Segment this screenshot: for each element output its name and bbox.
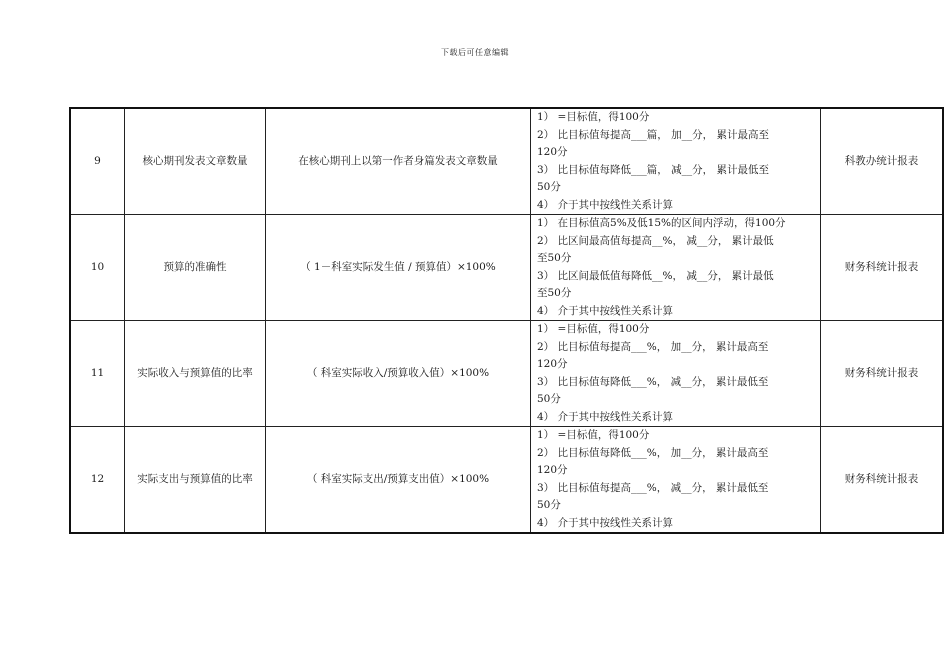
- data-source: 财务科统计报表: [821, 427, 944, 534]
- indicator-name: 实际支出与预算值的比率: [125, 427, 266, 534]
- row-number: 11: [70, 321, 125, 427]
- data-source: 财务科统计报表: [821, 321, 944, 427]
- row-number: 9: [70, 108, 125, 215]
- indicator-name: 实际收入与预算值的比率: [125, 321, 266, 427]
- rule-line: 3） 比目标值每提高___%， 减__分， 累计最低至: [537, 481, 769, 494]
- rule-line: 2） 比目标值每降低___%， 加__分， 累计最高至: [537, 446, 769, 459]
- scoring-rules: [531, 108, 821, 215]
- indicator-formula: （ 1－科室实际发生值 / 预算值）×100%: [266, 215, 531, 321]
- rule-line: 至50分: [537, 287, 572, 299]
- rule-line: 4） 介于其中按线性关系计算: [537, 516, 674, 529]
- table-row: [70, 427, 943, 534]
- scoring-rules: [531, 215, 821, 321]
- indicator-formula: 在核心期刊上以第一作者身篇发表文章数量: [266, 108, 531, 215]
- rule-line: 2） 比目标值每提高___%， 加__分， 累计最高至: [537, 340, 769, 353]
- rule-line: 3） 比区间最低值每降低__%， 减__分， 累计最低: [537, 269, 774, 282]
- rule-line: 3） 比目标值每降低___篇， 减__分， 累计最低至: [537, 163, 769, 176]
- rule-line: 120分: [537, 358, 568, 370]
- rule-line: 4） 介于其中按线性关系计算: [537, 410, 674, 423]
- rule-line: 2） 比目标值每提高___篇， 加__分， 累计最高至: [537, 128, 769, 141]
- rule-line: 3） 比目标值每降低___%， 减__分， 累计最低至: [537, 375, 769, 388]
- rule-line: 120分: [537, 146, 568, 158]
- scoring-rules: [531, 427, 821, 534]
- scoring-rules: [531, 321, 821, 427]
- rule-line: 50分: [537, 499, 561, 511]
- rule-line: 1） =目标值，得100分: [537, 111, 650, 123]
- rule-line: 50分: [537, 393, 561, 405]
- rule-line: 120分: [537, 464, 568, 476]
- table-row: [70, 321, 943, 427]
- indicator-name: 核心期刊发表文章数量: [125, 108, 266, 215]
- rule-line: 2） 比区间最高值每提高__%， 减__分， 累计最低: [537, 234, 774, 247]
- indicator-name: 预算的准确性: [125, 215, 266, 321]
- rule-line: 1） =目标值，得100分: [537, 323, 650, 335]
- data-source: 科教办统计报表: [821, 108, 944, 215]
- rule-line: 1） 在目标值高5%及低15%的区间内浮动，得100分: [537, 217, 786, 229]
- rule-line: 4） 介于其中按线性关系计算: [537, 198, 674, 211]
- page-header: 下载后可任意编辑: [441, 48, 509, 57]
- rule-line: 4） 介于其中按线性关系计算: [537, 304, 674, 317]
- rule-line: 1） =目标值，得100分: [537, 429, 650, 441]
- data-source: 财务科统计报表: [821, 215, 944, 321]
- row-number: 10: [70, 215, 125, 321]
- indicator-formula: （ 科室实际支出/预算支出值）×100%: [266, 427, 531, 534]
- indicator-formula: （ 科室实际收入/预算收入值）×100%: [266, 321, 531, 427]
- row-number: 12: [70, 427, 125, 534]
- table-row: [70, 108, 943, 215]
- indicator-table: [69, 107, 944, 534]
- rule-line: 50分: [537, 181, 561, 193]
- table-row: [70, 215, 943, 321]
- rule-line: 至50分: [537, 252, 572, 264]
